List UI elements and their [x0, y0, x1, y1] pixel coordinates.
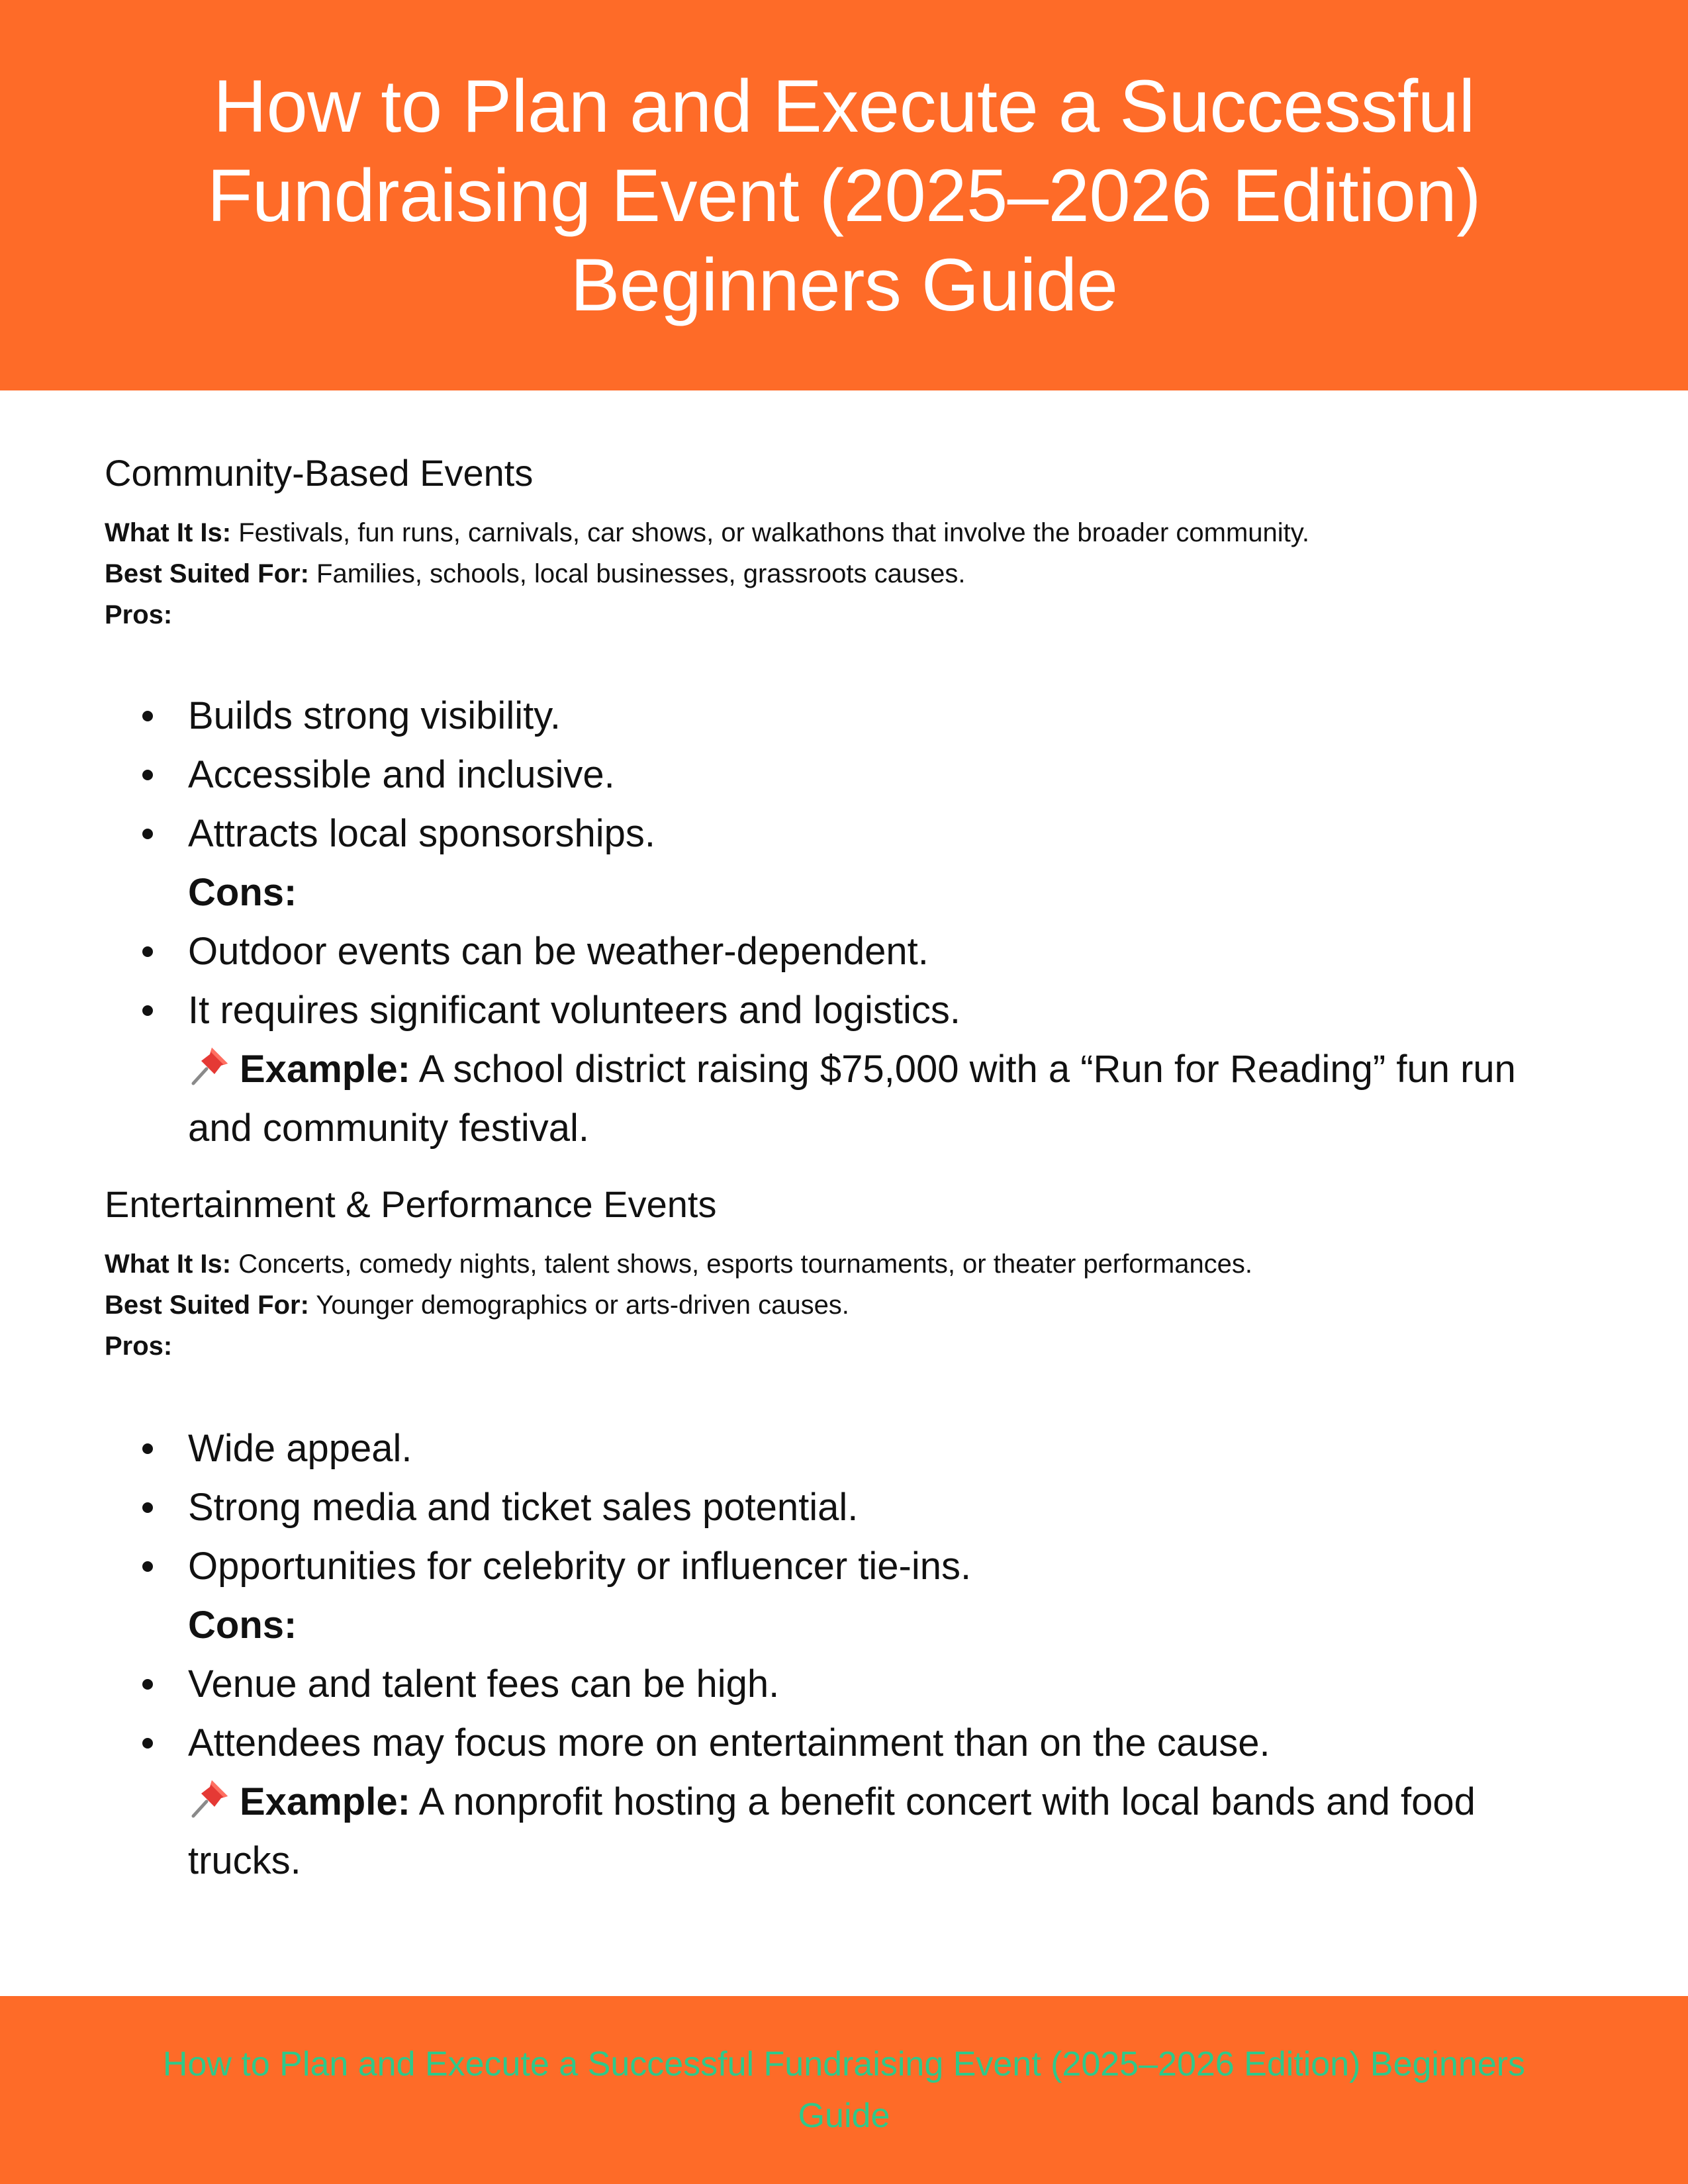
- example-item: [105, 1772, 1587, 1890]
- best-suited-label: Best Suited For:: [105, 1291, 309, 1320]
- example-label: Example:: [240, 1780, 410, 1823]
- cons-heading-item: [105, 1596, 1587, 1655]
- what-it-is-label: What It Is:: [105, 518, 232, 547]
- best-suited-text: Families, schools, local businesses, grassroots causes.: [308, 559, 966, 588]
- pushpin-icon: [188, 1778, 230, 1820]
- section-heading: Community-Based Events: [105, 452, 534, 494]
- example-item: [105, 1040, 1587, 1158]
- footer-title: How to Plan and Execute a Successful Fundraising Event (2025–2026 Edition) Beginners Guide: [162, 2045, 1526, 2135]
- what-it-is-text: Concerts, comedy nights, talent shows, esports tournaments, or theater performances.: [231, 1250, 1253, 1279]
- page-title: How to Plan and Execute a Successful Fundraising Event (2025–2026 Edition) Beginners Guide: [207, 64, 1481, 326]
- section-entertainment-performance-events: [105, 1181, 1587, 1890]
- pros-line: [105, 1326, 1587, 1367]
- list-item: Attracts local sponsorships.: [105, 804, 1587, 863]
- best-suited-line: [105, 553, 1587, 594]
- section-heading: Entertainment & Performance Events: [105, 1183, 717, 1225]
- list-item: Attendees may focus more on entertainment than on the cause.: [105, 1713, 1587, 1772]
- list-item: Accessible and inclusive.: [105, 745, 1587, 804]
- what-it-is-label: What It Is:: [105, 1250, 232, 1279]
- example-text: A school district raising $75,000 with a “Run for Reading” fun run and community festival.: [188, 1048, 1516, 1150]
- best-suited-text: Younger demographics or arts-driven causes.: [308, 1291, 849, 1320]
- list-item: Venue and talent fees can be high.: [105, 1655, 1587, 1713]
- list-item: Wide appeal.: [105, 1419, 1587, 1478]
- cons-heading-item: [105, 863, 1587, 922]
- list-item: Opportunities for celebrity or influencer tie-ins.: [105, 1537, 1587, 1596]
- example-text: A nonprofit hosting a benefit concert with local bands and food trucks.: [188, 1780, 1476, 1882]
- pros-cons-list: [105, 686, 1587, 1158]
- what-it-is-text: Festivals, fun runs, carnivals, car shows, or walkathons that involve the broader community.: [231, 518, 1309, 547]
- pros-cons-list: [105, 1419, 1587, 1890]
- what-it-is-line: [105, 1244, 1587, 1285]
- list-item: It requires significant volunteers and logistics.: [105, 981, 1587, 1040]
- best-suited-label: Best Suited For:: [105, 559, 309, 588]
- section-community-based-events: [105, 450, 1587, 1158]
- header-banner: [0, 0, 1688, 390]
- list-item: Outdoor events can be weather-dependent.: [105, 922, 1587, 981]
- list-item: Builds strong visibility.: [105, 686, 1587, 745]
- pros-line: [105, 594, 1587, 635]
- pushpin-icon: [188, 1045, 230, 1087]
- footer-banner: [0, 1996, 1688, 2184]
- example-label: Example:: [240, 1048, 410, 1091]
- pros-label: Pros:: [105, 1332, 173, 1361]
- cons-label: Cons:: [188, 871, 297, 914]
- pros-label: Pros:: [105, 600, 173, 629]
- what-it-is-line: [105, 512, 1587, 553]
- best-suited-line: [105, 1285, 1587, 1326]
- list-item: Strong media and ticket sales potential.: [105, 1478, 1587, 1537]
- cons-label: Cons:: [188, 1604, 297, 1647]
- main-content: [105, 450, 1587, 1882]
